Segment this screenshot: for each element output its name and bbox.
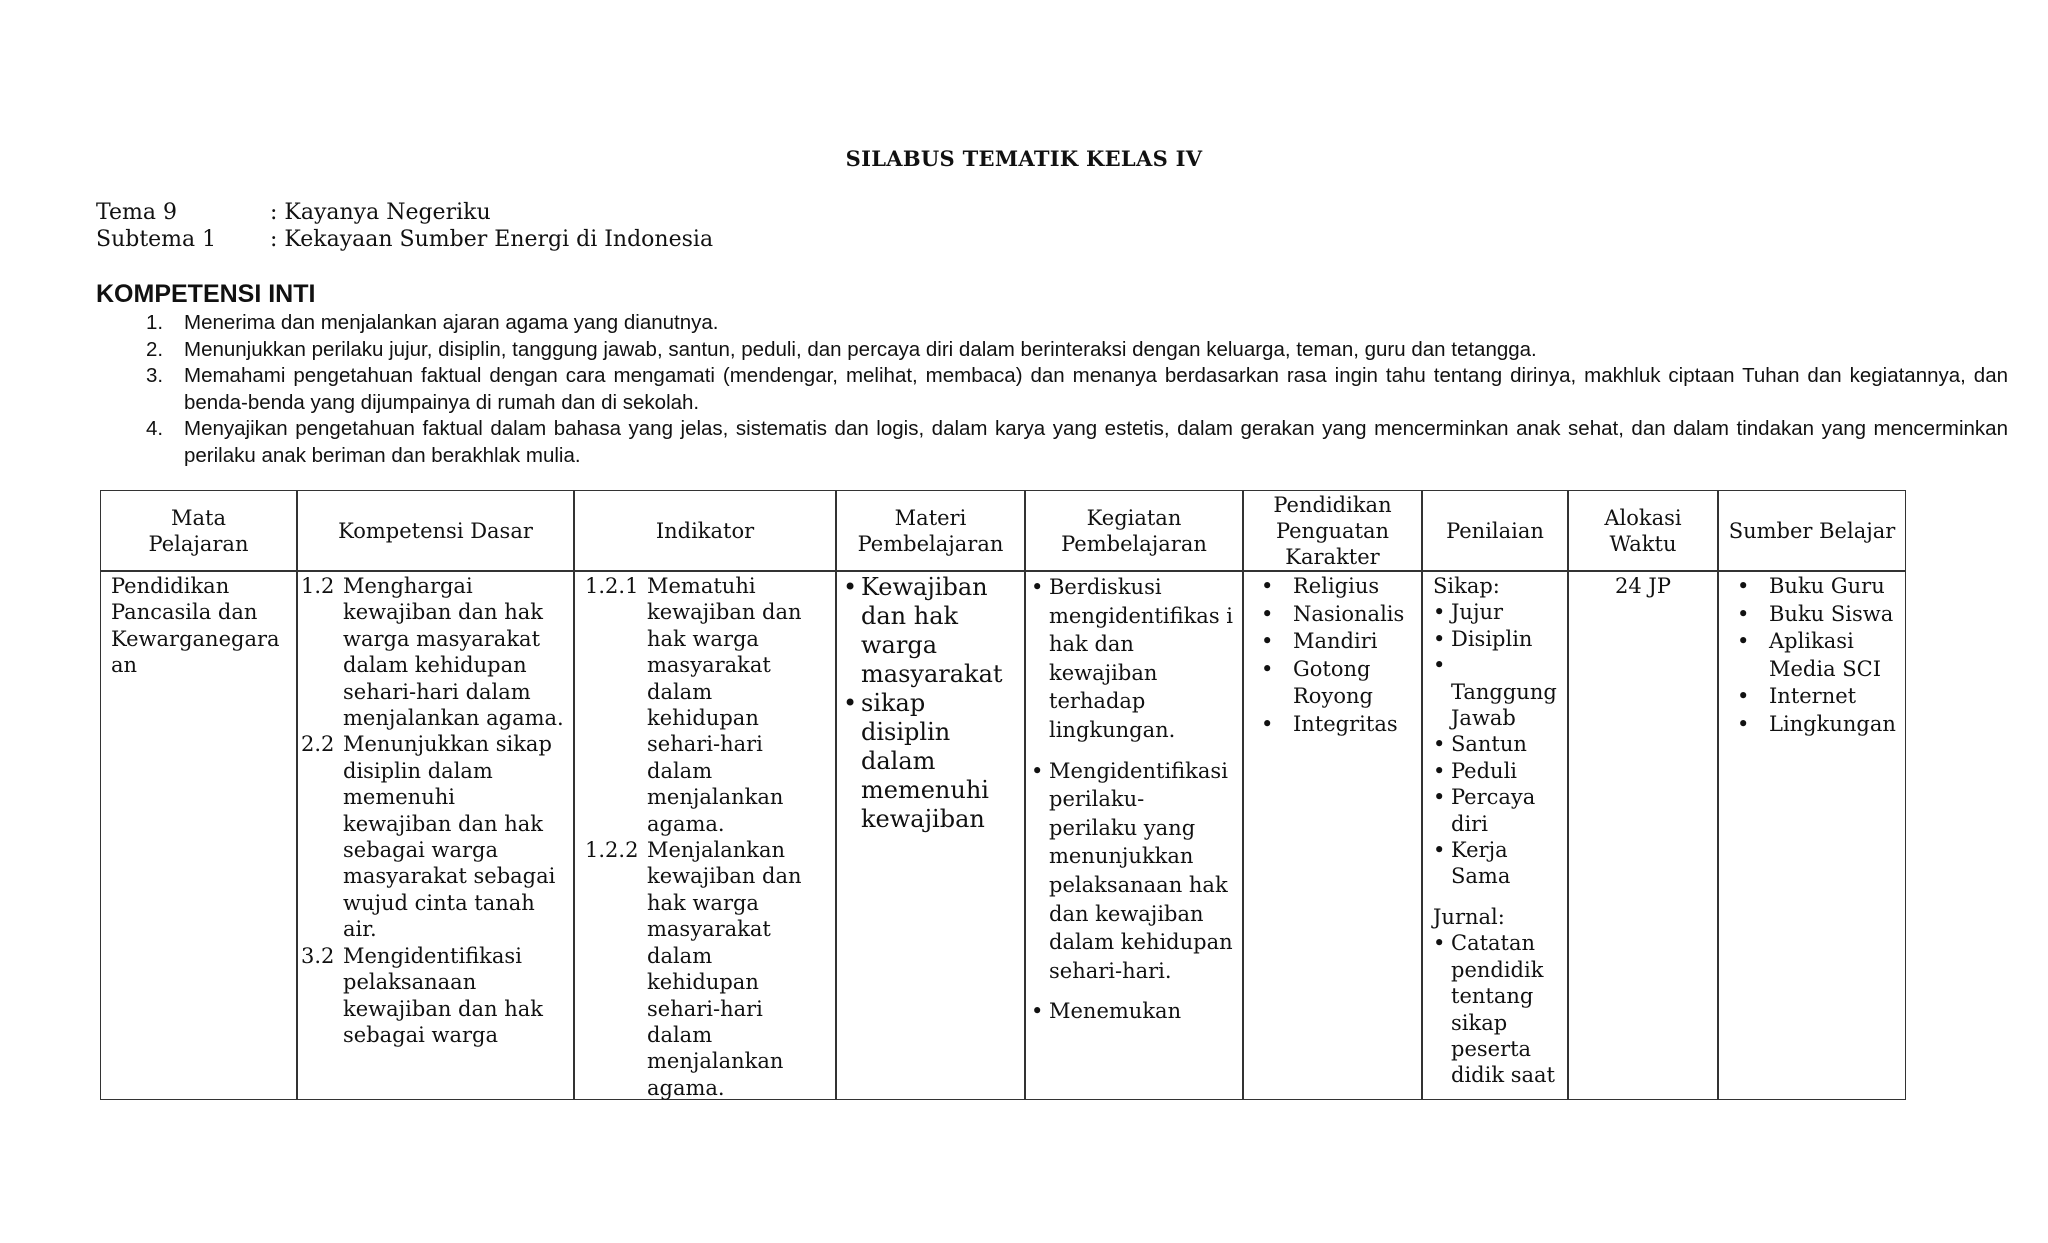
meta-tema xyxy=(96,200,491,225)
penilaian-item: • Percaya diri xyxy=(1433,785,1536,836)
meta-subtema-value: : Kekayaan Sumber Energi di Indonesia xyxy=(270,227,714,252)
document-title: SILABUS TEMATIK KELAS IV xyxy=(845,146,1203,171)
cell-kompetensi-dasar xyxy=(301,573,569,1048)
meta-subtema xyxy=(96,227,713,252)
penilaian-item: • Kerja Sama xyxy=(1433,838,1511,889)
ki-item xyxy=(96,416,2008,469)
header-penilaian: Penilaian xyxy=(1446,518,1544,543)
ki-text: Menyajikan pengetahuan faktual dalam bahasa yang jelas, sistematis dan logis, dalam karya yang estetis, dalam gerakan yang mencerminkan anak sehat, dan dalam tindakan yang mencerminkan perilaku anak beriman dan berakhlak mulia. xyxy=(184,417,2008,467)
column-divider xyxy=(1024,491,1026,1099)
cell-sumber-belajar xyxy=(1727,573,1903,738)
kompetensi-inti-list xyxy=(96,310,2008,469)
ppk-item: • Nasionalis xyxy=(1261,601,1405,626)
penilaian-jurnal-label: Jurnal: xyxy=(1433,904,1505,929)
ki-item xyxy=(96,310,2008,337)
ki-item xyxy=(96,337,2008,364)
penilaian-sikap-label: Sikap: xyxy=(1433,574,1500,598)
indikator-item: 1.2.1 Mematuhi kewajiban dan hak warga masyarakat dalam kehidupan sehari-hari dalam menjalankan agama. xyxy=(585,574,802,836)
meta-subtema-key: Subtema 1 xyxy=(96,227,217,252)
indikator-item: 1.2.2 Menjalankan kewajiban dan hak warga masyarakat dalam kehidupan sehari-hari dalam menjalankan agama. xyxy=(585,838,802,1100)
ppk-item: • Religius xyxy=(1261,574,1380,598)
column-divider xyxy=(296,491,298,1099)
penilaian-item: • Jujur xyxy=(1433,600,1504,625)
column-divider xyxy=(1717,491,1719,1099)
cell-alokasi-waktu: 24 JP xyxy=(1615,574,1671,598)
ki-item xyxy=(96,363,2008,416)
cell-penilaian xyxy=(1433,573,1565,1089)
ppk-item: • Gotong Royong xyxy=(1261,656,1373,708)
penilaian-item: • Peduli xyxy=(1433,758,1518,783)
meta-tema-value: : Kayanya Negeriku xyxy=(270,200,491,225)
header-materi-pembelajaran: Materi Pembelajaran xyxy=(857,505,1004,556)
ki-text: Menunjukkan perilaku jujur, disiplin, tanggung jawab, santun, peduli, dan percaya diri dalam berinteraksi dengan keluarga, teman, guru dan tetangga. xyxy=(184,337,1537,361)
header-indikator: Indikator xyxy=(655,518,755,543)
sumber-item: • Buku Siswa xyxy=(1737,601,1894,626)
ki-text: Memahami pengetahuan faktual dengan cara mengamati (mendengar, melihat, membaca) dan menanya berdasarkan rasa ingin tahu tentang dirinya, makhluk ciptaan Tuhan dan kegiatannya, dan benda-benda yang dijumpainya di rumah dan di sekolah. xyxy=(184,364,2008,414)
kegiatan-item: • Mengidentifikasi perilaku- perilaku yang menunjukkan pelaksanaan hak dan kewajiban dalam kehidupan sehari-hari. xyxy=(1031,758,1233,983)
materi-item: • Kewajiban dan hak warga masyarakat xyxy=(843,573,1003,688)
sumber-item: • Buku Guru xyxy=(1737,574,1885,598)
column-divider xyxy=(573,491,575,1099)
header-pendidikan-karakter: Pendidikan Penguatan Karakter xyxy=(1273,492,1392,569)
ppk-item: • Integritas xyxy=(1261,711,1398,736)
header-mata-pelajaran: Mata Pelajaran xyxy=(148,505,249,556)
sumber-item: • Aplikasi Media SCI xyxy=(1737,629,1882,681)
cell-materi xyxy=(843,573,1019,834)
header-kompetensi-dasar: Kompetensi Dasar xyxy=(338,518,533,543)
kegiatan-item: • Berdiskusi mengidentifikas i hak dan kewajiban terhadap lingkungan. xyxy=(1031,575,1233,742)
kegiatan-item: • Menemukan xyxy=(1031,999,1182,1024)
materi-item: • sikap disiplin dalam memenuhi kewajiban xyxy=(843,689,989,833)
penilaian-item: • Catatan pendidik tentang sikap peserta didik saat xyxy=(1433,931,1555,1088)
ki-text: Menerima dan menjalankan ajaran agama yang dianutnya. xyxy=(184,311,719,334)
column-divider xyxy=(1421,491,1423,1099)
header-alokasi-waktu: Alokasi Waktu xyxy=(1604,505,1682,556)
column-divider xyxy=(1242,491,1244,1099)
header-sumber-belajar: Sumber Belajar xyxy=(1728,518,1896,543)
kd-item: 2.2 Menunjukkan sikap disiplin dalam memenuhi kewajiban dan hak sebagai warga masyarakat sebagai wujud cinta tanah air. xyxy=(301,732,556,942)
cell-pendidikan-karakter xyxy=(1251,573,1419,738)
ki-number: 4. xyxy=(146,417,164,440)
ppk-item: • Mandiri xyxy=(1261,629,1378,653)
penilaian-item: • Tanggung Jawab xyxy=(1433,653,1557,731)
penilaian-item: • Disiplin xyxy=(1433,626,1533,651)
header-divider xyxy=(101,570,1905,572)
syllabus-table xyxy=(100,490,1906,1100)
penilaian-item: • Santun xyxy=(1433,732,1527,757)
kd-item: 3.2 Mengidentifikasi pelaksanaan kewajiban dan hak sebagai warga xyxy=(301,943,543,1047)
cell-kegiatan xyxy=(1031,573,1237,1026)
kd-item: 1.2 Menghargai kewajiban dan hak warga masyarakat dalam kehidupan sehari-hari dalam menjalankan agama. xyxy=(301,574,564,731)
sumber-item: • Lingkungan xyxy=(1737,711,1896,736)
ki-number: 2. xyxy=(146,337,164,361)
cell-mata-pelajaran: Pendidikan Pancasila dan Kewarganegara an xyxy=(111,574,280,678)
column-divider xyxy=(835,491,837,1099)
header-kegiatan-pembelajaran: Kegiatan Pembelajaran xyxy=(1061,505,1207,556)
ki-number: 1. xyxy=(146,311,164,334)
cell-indikator xyxy=(585,573,825,1101)
ki-number: 3. xyxy=(146,364,164,387)
kompetensi-inti-heading: KOMPETENSI INTI xyxy=(96,280,316,308)
meta-tema-key: Tema 9 xyxy=(96,200,177,225)
sumber-item: • Internet xyxy=(1737,684,1857,708)
